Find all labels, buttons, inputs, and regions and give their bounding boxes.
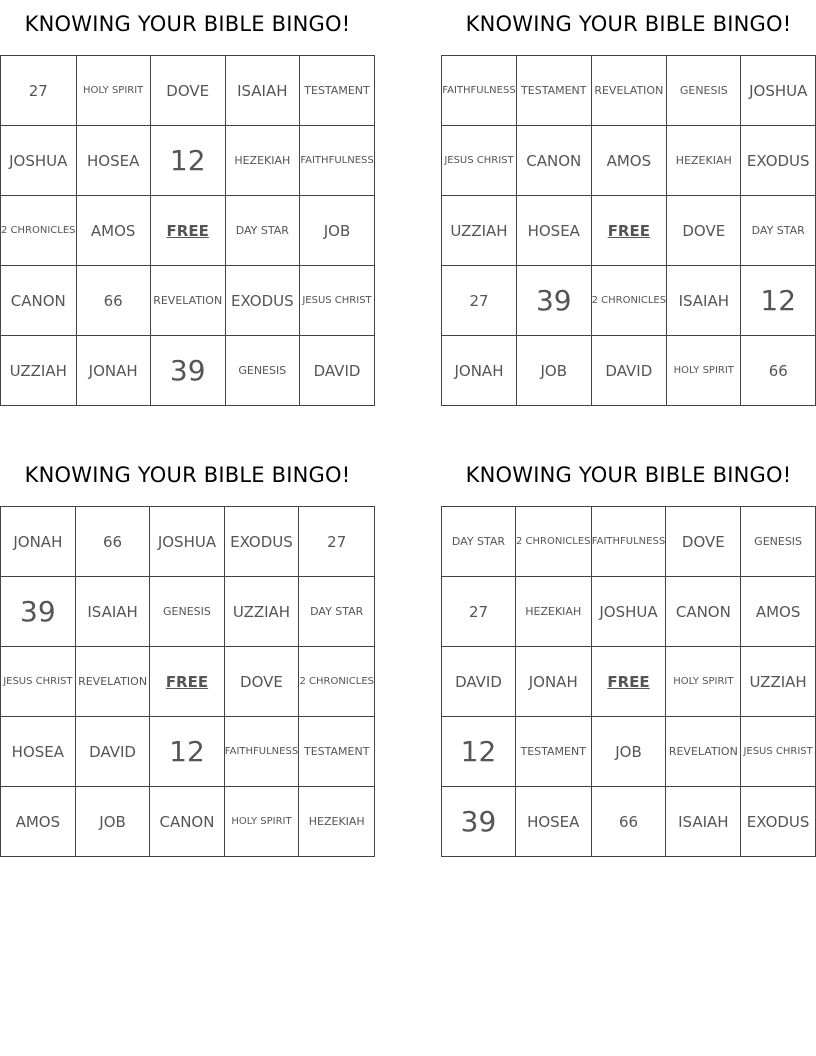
bingo-cell[interactable]: FAITHFULNESS (300, 126, 375, 196)
card-title: KNOWING YOUR BIBLE BINGO! (24, 12, 351, 36)
bingo-cell[interactable]: JOSHUA (150, 507, 224, 577)
bingo-cell[interactable]: TESTAMENT (300, 56, 375, 126)
card-title: KNOWING YOUR BIBLE BINGO! (24, 463, 351, 487)
bingo-cell[interactable]: 39 (442, 787, 516, 857)
bingo-cell[interactable]: DAVID (591, 336, 667, 406)
bingo-cell[interactable]: DAVID (300, 336, 375, 406)
bingo-cell[interactable]: 39 (1, 577, 76, 647)
bingo-row (442, 196, 816, 266)
bingo-row (1, 56, 375, 126)
bingo-cell[interactable]: 27 (442, 577, 516, 647)
bingo-cell[interactable]: JESUS CHRIST (1, 647, 76, 717)
bingo-cell[interactable]: JOB (516, 336, 591, 406)
bingo-cell[interactable]: 27 (442, 266, 517, 336)
bingo-row (1, 787, 375, 857)
bingo-cell[interactable]: DAY STAR (225, 196, 299, 266)
bingo-cell[interactable]: AMOS (741, 577, 816, 647)
bingo-cell[interactable]: 2 CHRONICLES (299, 647, 375, 717)
bingo-cell[interactable]: 66 (76, 266, 150, 336)
bingo-cell[interactable]: FAITHFULNESS (591, 507, 666, 577)
bingo-cell[interactable]: JOB (591, 717, 666, 787)
bingo-cell[interactable]: UZZIAH (1, 336, 77, 406)
bingo-cell[interactable]: HOSEA (76, 126, 150, 196)
bingo-cell[interactable]: 12 (741, 266, 816, 336)
bingo-cell[interactable]: JOB (75, 787, 150, 857)
free-space[interactable]: FREE (591, 647, 666, 717)
bingo-cell[interactable]: 2 CHRONICLES (515, 507, 591, 577)
bingo-cell[interactable]: HEZEKIAH (225, 126, 299, 196)
bingo-cell[interactable]: HOLY SPIRIT (224, 787, 299, 857)
bingo-cell[interactable]: 12 (150, 717, 224, 787)
bingo-cell[interactable]: DOVE (667, 196, 741, 266)
bingo-cell[interactable]: JESUS CHRIST (741, 717, 816, 787)
bingo-cell[interactable]: TESTAMENT (515, 717, 591, 787)
bingo-cell[interactable]: 39 (150, 336, 225, 406)
bingo-cell[interactable]: HOLY SPIRIT (666, 647, 741, 717)
bingo-cell[interactable]: CANON (1, 266, 77, 336)
bingo-cell[interactable]: AMOS (591, 126, 667, 196)
bingo-cell[interactable]: AMOS (1, 787, 76, 857)
bingo-cell[interactable]: JOSHUA (591, 577, 666, 647)
bingo-cell[interactable]: UZZIAH (442, 196, 517, 266)
bingo-cell[interactable]: HOSEA (515, 787, 591, 857)
bingo-cell[interactable]: HOLY SPIRIT (667, 336, 741, 406)
bingo-cell[interactable]: 2 CHRONICLES (1, 196, 77, 266)
bingo-cell[interactable]: EXODUS (224, 507, 299, 577)
bingo-row (1, 577, 375, 647)
bingo-cell[interactable]: UZZIAH (224, 577, 299, 647)
bingo-cell[interactable]: GENESIS (225, 336, 299, 406)
free-space[interactable]: FREE (591, 196, 667, 266)
bingo-cell[interactable]: HEZEKIAH (515, 577, 591, 647)
bingo-cell[interactable]: DAVID (442, 647, 516, 717)
bingo-cell[interactable]: UZZIAH (741, 647, 816, 717)
bingo-cell[interactable]: HOSEA (1, 717, 76, 787)
bingo-cell[interactable]: REVELATION (75, 647, 150, 717)
bingo-cell[interactable]: 12 (442, 717, 516, 787)
bingo-cell[interactable]: HOSEA (516, 196, 591, 266)
bingo-cell[interactable]: JESUS CHRIST (300, 266, 375, 336)
bingo-cell[interactable]: 66 (741, 336, 816, 406)
bingo-cell[interactable]: 66 (75, 507, 150, 577)
bingo-cell[interactable]: HOLY SPIRIT (76, 56, 150, 126)
bingo-cell[interactable]: EXODUS (225, 266, 299, 336)
bingo-cell[interactable]: ISAIAH (667, 266, 741, 336)
bingo-row (442, 126, 816, 196)
bingo-row (1, 507, 375, 577)
card-title: KNOWING YOUR BIBLE BINGO! (465, 463, 792, 487)
bingo-cell[interactable]: FAITHFULNESS (224, 717, 299, 787)
bingo-cell[interactable]: JOB (300, 196, 375, 266)
bingo-row (1, 336, 375, 406)
bingo-cell[interactable]: 27 (299, 507, 375, 577)
bingo-cell[interactable]: 2 CHRONICLES (591, 266, 667, 336)
bingo-grid (441, 506, 816, 857)
bingo-grid (0, 55, 375, 406)
bingo-cell[interactable]: 27 (1, 56, 77, 126)
bingo-row (442, 266, 816, 336)
bingo-cell[interactable]: DOVE (666, 507, 741, 577)
bingo-row (442, 717, 816, 787)
bingo-cell[interactable]: CANON (516, 126, 591, 196)
bingo-row (1, 266, 375, 336)
bingo-grid (441, 55, 816, 406)
bingo-cell[interactable]: JONAH (442, 336, 517, 406)
card-title: KNOWING YOUR BIBLE BINGO! (465, 12, 792, 36)
bingo-cell[interactable]: DOVE (150, 56, 225, 126)
bingo-cell[interactable]: ISAIAH (225, 56, 299, 126)
bingo-cell[interactable]: TESTAMENT (299, 717, 375, 787)
bingo-row (1, 647, 375, 717)
bingo-cell[interactable]: JOSHUA (741, 56, 816, 126)
bingo-cell[interactable]: FAITHFULNESS (442, 56, 517, 126)
bingo-cell[interactable]: 39 (516, 266, 591, 336)
bingo-cell[interactable]: AMOS (76, 196, 150, 266)
bingo-cell[interactable]: DAY STAR (741, 196, 816, 266)
bingo-row (442, 56, 816, 126)
bingo-cell[interactable]: JONAH (76, 336, 150, 406)
bingo-cell[interactable]: JOSHUA (1, 126, 77, 196)
bingo-cell[interactable]: TESTAMENT (516, 56, 591, 126)
bingo-cell[interactable]: HEZEKIAH (299, 787, 375, 857)
bingo-cell[interactable]: DAY STAR (442, 507, 516, 577)
bingo-cell[interactable]: GENESIS (667, 56, 741, 126)
bingo-row (1, 717, 375, 787)
bingo-cell[interactable]: HEZEKIAH (667, 126, 741, 196)
bingo-row (442, 336, 816, 406)
bingo-cell[interactable]: JESUS CHRIST (442, 126, 517, 196)
free-space[interactable]: FREE (150, 647, 224, 717)
bingo-cell[interactable]: DAVID (75, 717, 150, 787)
bingo-row (442, 577, 816, 647)
bingo-cell[interactable]: REVELATION (666, 717, 741, 787)
free-space[interactable]: FREE (150, 196, 225, 266)
bingo-row (442, 787, 816, 857)
bingo-cell[interactable]: 12 (150, 126, 225, 196)
bingo-cell[interactable]: ISAIAH (75, 577, 150, 647)
bingo-cell[interactable]: ISAIAH (666, 787, 741, 857)
bingo-cell[interactable]: JONAH (515, 647, 591, 717)
bingo-cell[interactable]: DAY STAR (299, 577, 375, 647)
bingo-row (1, 126, 375, 196)
bingo-cell[interactable]: 66 (591, 787, 666, 857)
bingo-cell[interactable]: JONAH (1, 507, 76, 577)
bingo-cell[interactable]: EXODUS (741, 126, 816, 196)
bingo-cell[interactable]: GENESIS (150, 577, 224, 647)
bingo-cell[interactable]: DOVE (224, 647, 299, 717)
bingo-cell[interactable]: GENESIS (741, 507, 816, 577)
bingo-cell[interactable]: CANON (666, 577, 741, 647)
bingo-cell[interactable]: CANON (150, 787, 224, 857)
bingo-cell[interactable]: REVELATION (150, 266, 225, 336)
bingo-cell[interactable]: REVELATION (591, 56, 667, 126)
bingo-row (442, 647, 816, 717)
bingo-cell[interactable]: EXODUS (741, 787, 816, 857)
bingo-row (1, 196, 375, 266)
bingo-grid (0, 506, 375, 857)
bingo-row (442, 507, 816, 577)
